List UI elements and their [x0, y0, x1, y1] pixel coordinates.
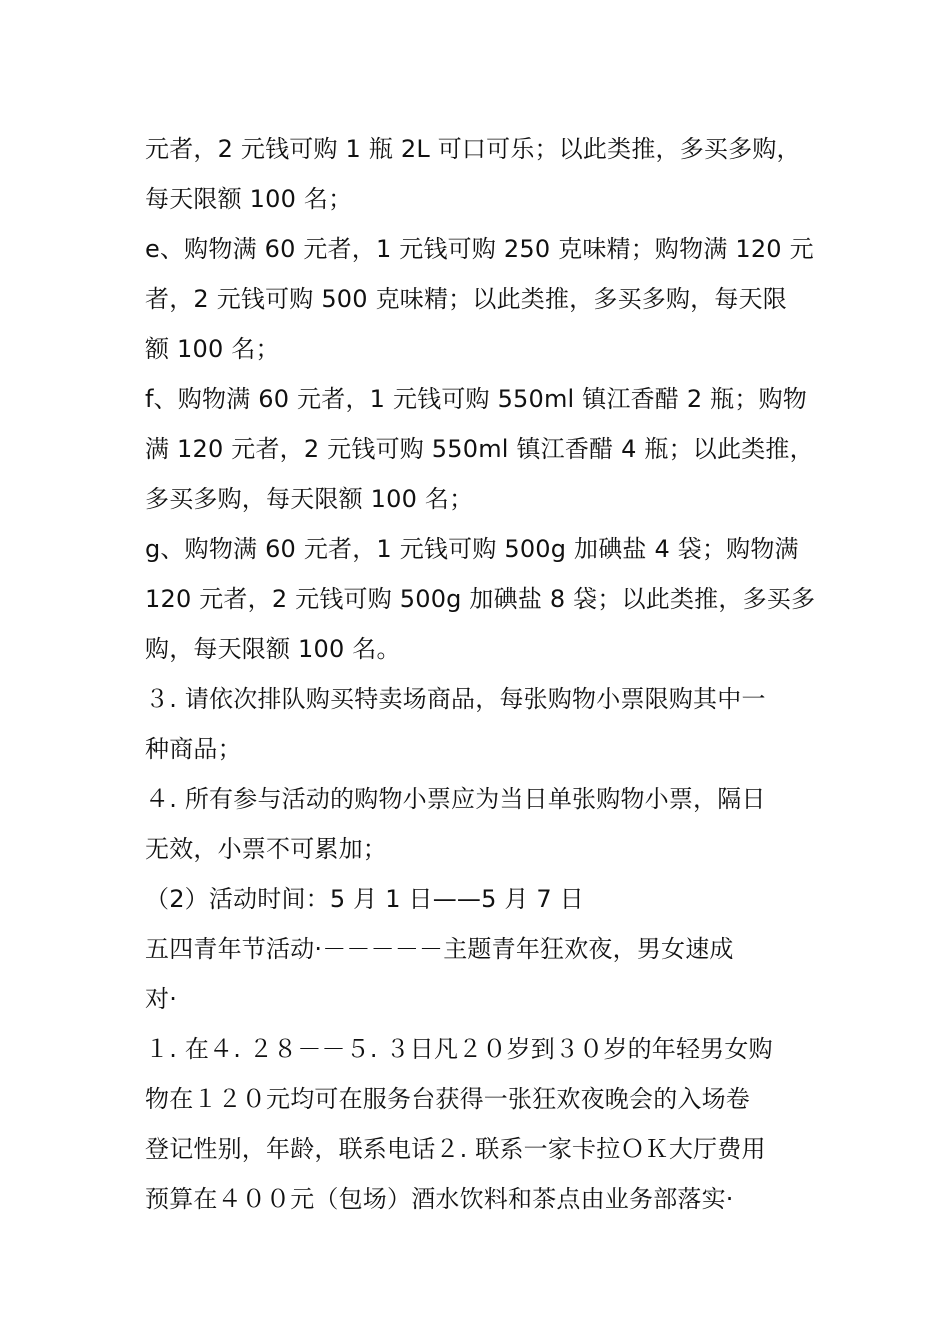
text-line: 登记性别，年龄，联系电话２. 联系一家卡拉ＯＫ大厅费用	[145, 1135, 766, 1163]
text-line: 者，2 元钱可购 500 克味精；以此类推，多买多购，每天限	[145, 285, 787, 313]
text-line: 无效，小票不可累加；	[145, 835, 387, 863]
document-body	[145, 124, 815, 1224]
text-line: f、购物满 60 元者，1 元钱可购 550ml 镇江香醋 2 瓶；购物	[145, 385, 807, 413]
text-line: 额 100 名；	[145, 335, 280, 363]
text-line: ４. 所有参与活动的购物小票应为当日单张购物小票，隔日	[145, 785, 766, 813]
text-line: １. 在４. ２８－－５. ３日凡２０岁到３０岁的年轻男女购	[145, 1035, 773, 1063]
text-line: 元者，2 元钱可购 1 瓶 2L 可口可乐；以此类推，多买多购，	[145, 135, 801, 163]
text-line: 多买多购，每天限额 100 名；	[145, 485, 474, 513]
text-line: e、购物满 60 元者，1 元钱可购 250 克味精；购物满 120 元	[145, 235, 814, 263]
text-line: g、购物满 60 元者，1 元钱可购 500g 加碘盐 4 袋；购物满	[145, 535, 799, 563]
text-line: 物在１２０元均可在服务台获得一张狂欢夜晚会的入场卷	[145, 1085, 750, 1113]
text-line: （2）活动时间：5 月 1 日——5 月 7 日	[145, 885, 584, 913]
text-line: 满 120 元者，2 元钱可购 550ml 镇江香醋 4 瓶；以此类推，	[145, 435, 814, 463]
text-line: ３. 请依次排队购买特卖场商品，每张购物小票限购其中一	[145, 685, 766, 713]
text-line: 预算在４００元（包场）酒水饮料和茶点由业务部落实·	[145, 1185, 734, 1213]
text-line: 120 元者，2 元钱可购 500g 加碘盐 8 袋；以此类推，多买多	[145, 585, 816, 613]
text-line: 购，每天限额 100 名。	[145, 635, 401, 663]
text-line: 每天限额 100 名；	[145, 185, 353, 213]
text-line: 种商品；	[145, 735, 242, 763]
text-line: 对·	[145, 985, 178, 1013]
text-line: 五四青年节活动·－－－－－主题青年狂欢夜，男女速成	[145, 935, 734, 963]
